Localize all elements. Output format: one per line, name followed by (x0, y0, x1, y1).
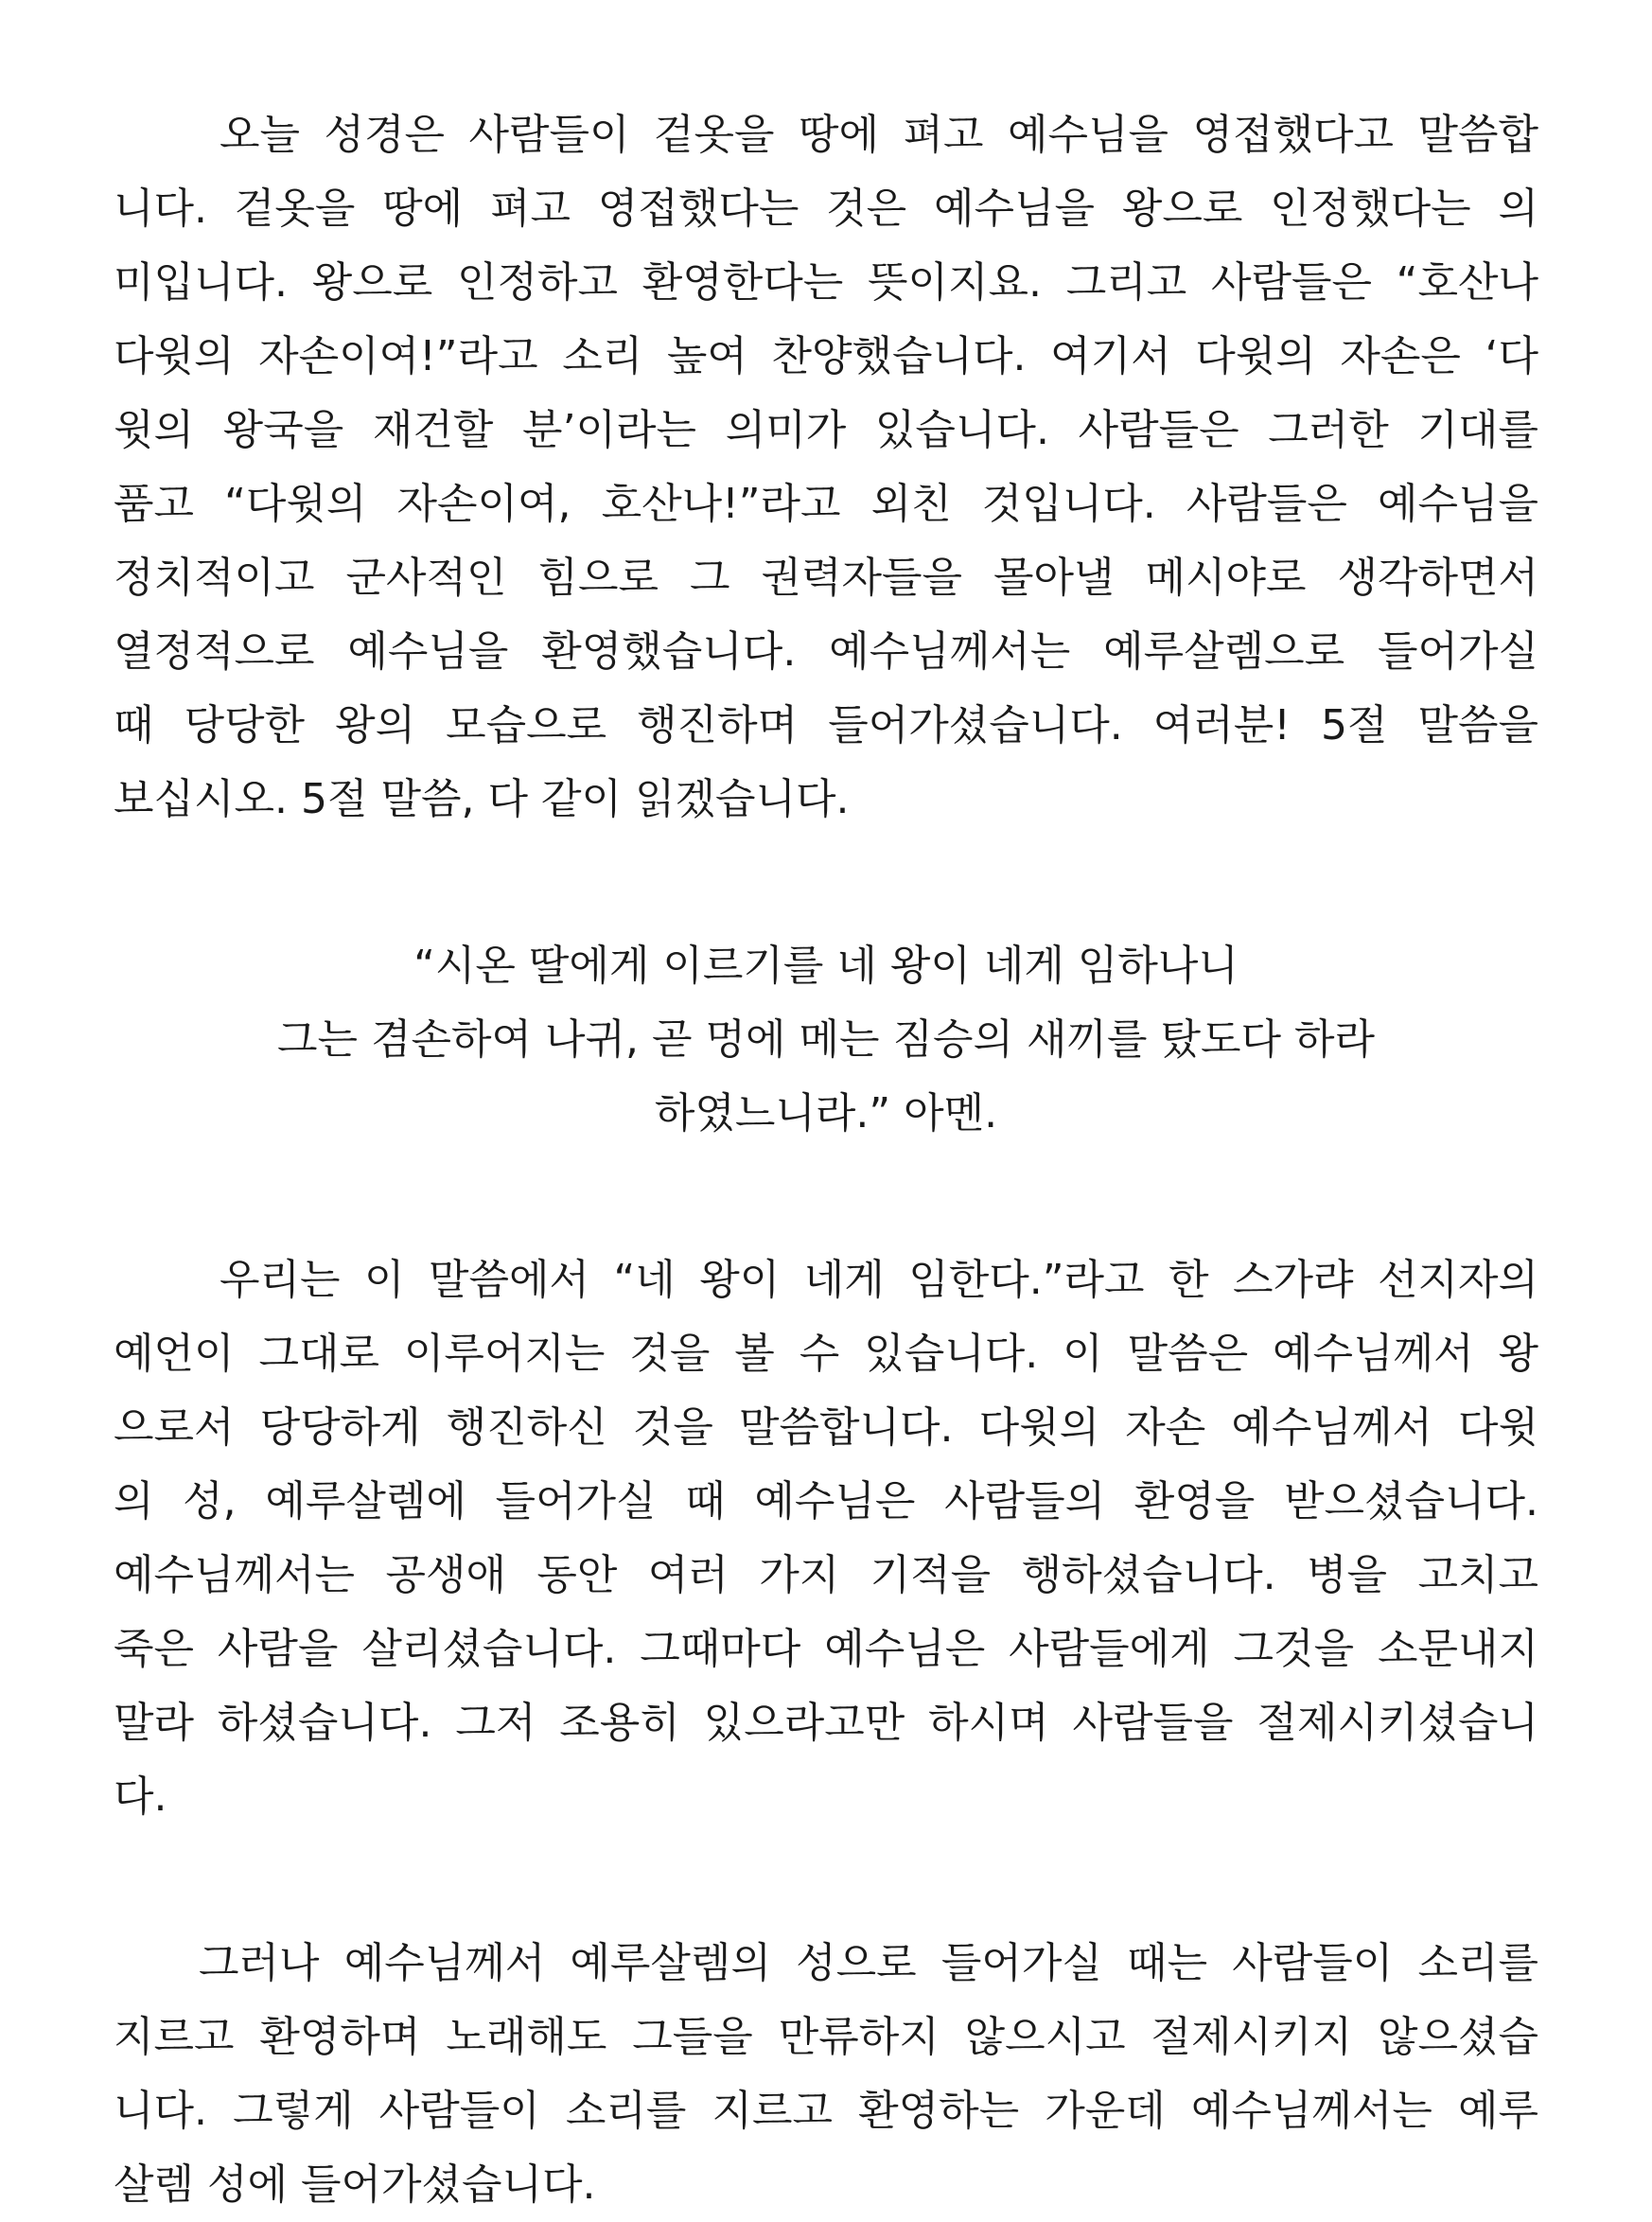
text-line: 그러나 예수님께서 예루살렘의 성으로 들어가실 때는 사람들이 소리를 (199, 1939, 1538, 1987)
paragraph-2 (114, 1243, 1538, 1834)
text-line: 오늘 성경은 사람들이 겉옷을 땅에 펴고 예수님을 영접했다고 말씀합 (220, 111, 1538, 159)
text-line: 정치적이고 군사적인 힘으로 그 권력자들을 몰아낼 메시야로 생각하면서 (114, 554, 1538, 602)
text-line: 보십시오. 5절 말씀, 다 같이 읽겠습니다. (114, 775, 850, 823)
text-line: 의 성, 예루살렘에 들어가실 때 예수님은 사람들의 환영을 받으셨습니다. (114, 1477, 1538, 1525)
text-line: 열정적으로 예수님을 환영했습니다. 예수님께서는 예루살렘으로 들어가실 (114, 627, 1538, 676)
text-line: 우리는 이 말씀에서 “네 왕이 네게 임한다.”라고 한 스가랴 선지자의 (220, 1256, 1538, 1304)
text-line: 때 당당한 왕의 모습으로 행진하며 들어가셨습니다. 여러분! 5절 말씀을 (114, 701, 1538, 749)
quote-line: 하였느니라.” 아멘. (654, 1089, 998, 1137)
text-line: 다윗의 자손이여!”라고 소리 높여 찬양했습니다. 여기서 다윗의 자손은 ‘다 (114, 332, 1538, 380)
paragraph-gap (114, 1151, 1538, 1243)
text-line: 말라 하셨습니다. 그저 조용히 있으라고만 하시며 사람들을 절제시키셨습니 (114, 1699, 1538, 1747)
text-line: 으로서 당당하게 행진하신 것을 말씀합니다. 다윗의 자손 예수님께서 다윗 (114, 1403, 1538, 1452)
document-body (114, 98, 1538, 2222)
text-line: 미입니다. 왕으로 인정하고 환영한다는 뜻이지요. 그리고 사람들은 “호산나 (114, 258, 1538, 307)
text-line: 살렘 성에 들어가셨습니다. (114, 2160, 596, 2209)
scripture-quote (114, 929, 1538, 1151)
text-line: 예수님께서는 공생애 동안 여러 가지 기적을 행하셨습니다. 병을 고치고 (114, 1551, 1538, 1599)
paragraph-1 (114, 98, 1538, 837)
quote-line: “시온 딸에게 이르기를 네 왕이 네게 임하나니 (413, 942, 1239, 990)
quote-line: 그는 겸손하여 나귀, 곧 멍에 메는 짐승의 새끼를 탔도다 하라 (277, 1015, 1375, 1064)
paragraph-3 (114, 1927, 1538, 2222)
text-line: 니다. 겉옷을 땅에 펴고 영접했다는 것은 예수님을 왕으로 인정했다는 의 (114, 185, 1538, 233)
text-line: 니다. 그렇게 사람들이 소리를 지르고 환영하는 가운데 예수님께서는 예루 (114, 2087, 1538, 2135)
text-line: 예언이 그대로 이루어지는 것을 볼 수 있습니다. 이 말씀은 예수님께서 왕 (114, 1330, 1538, 1378)
text-line: 다. (114, 1772, 167, 1821)
paragraph-gap (114, 837, 1538, 929)
text-line: 죽은 사람을 살리셨습니다. 그때마다 예수님은 사람들에게 그것을 소문내지 (114, 1625, 1538, 1673)
paragraph-gap (114, 1834, 1538, 1927)
text-line: 품고 “다윗의 자손이여, 호산나!”라고 외친 것입니다. 사람들은 예수님을 (114, 480, 1538, 528)
text-line: 지르고 환영하며 노래해도 그들을 만류하지 않으시고 절제시키지 않으셨습 (114, 2013, 1538, 2061)
text-line: 윗의 왕국을 재건할 분’이라는 의미가 있습니다. 사람들은 그러한 기대를 (114, 406, 1538, 454)
